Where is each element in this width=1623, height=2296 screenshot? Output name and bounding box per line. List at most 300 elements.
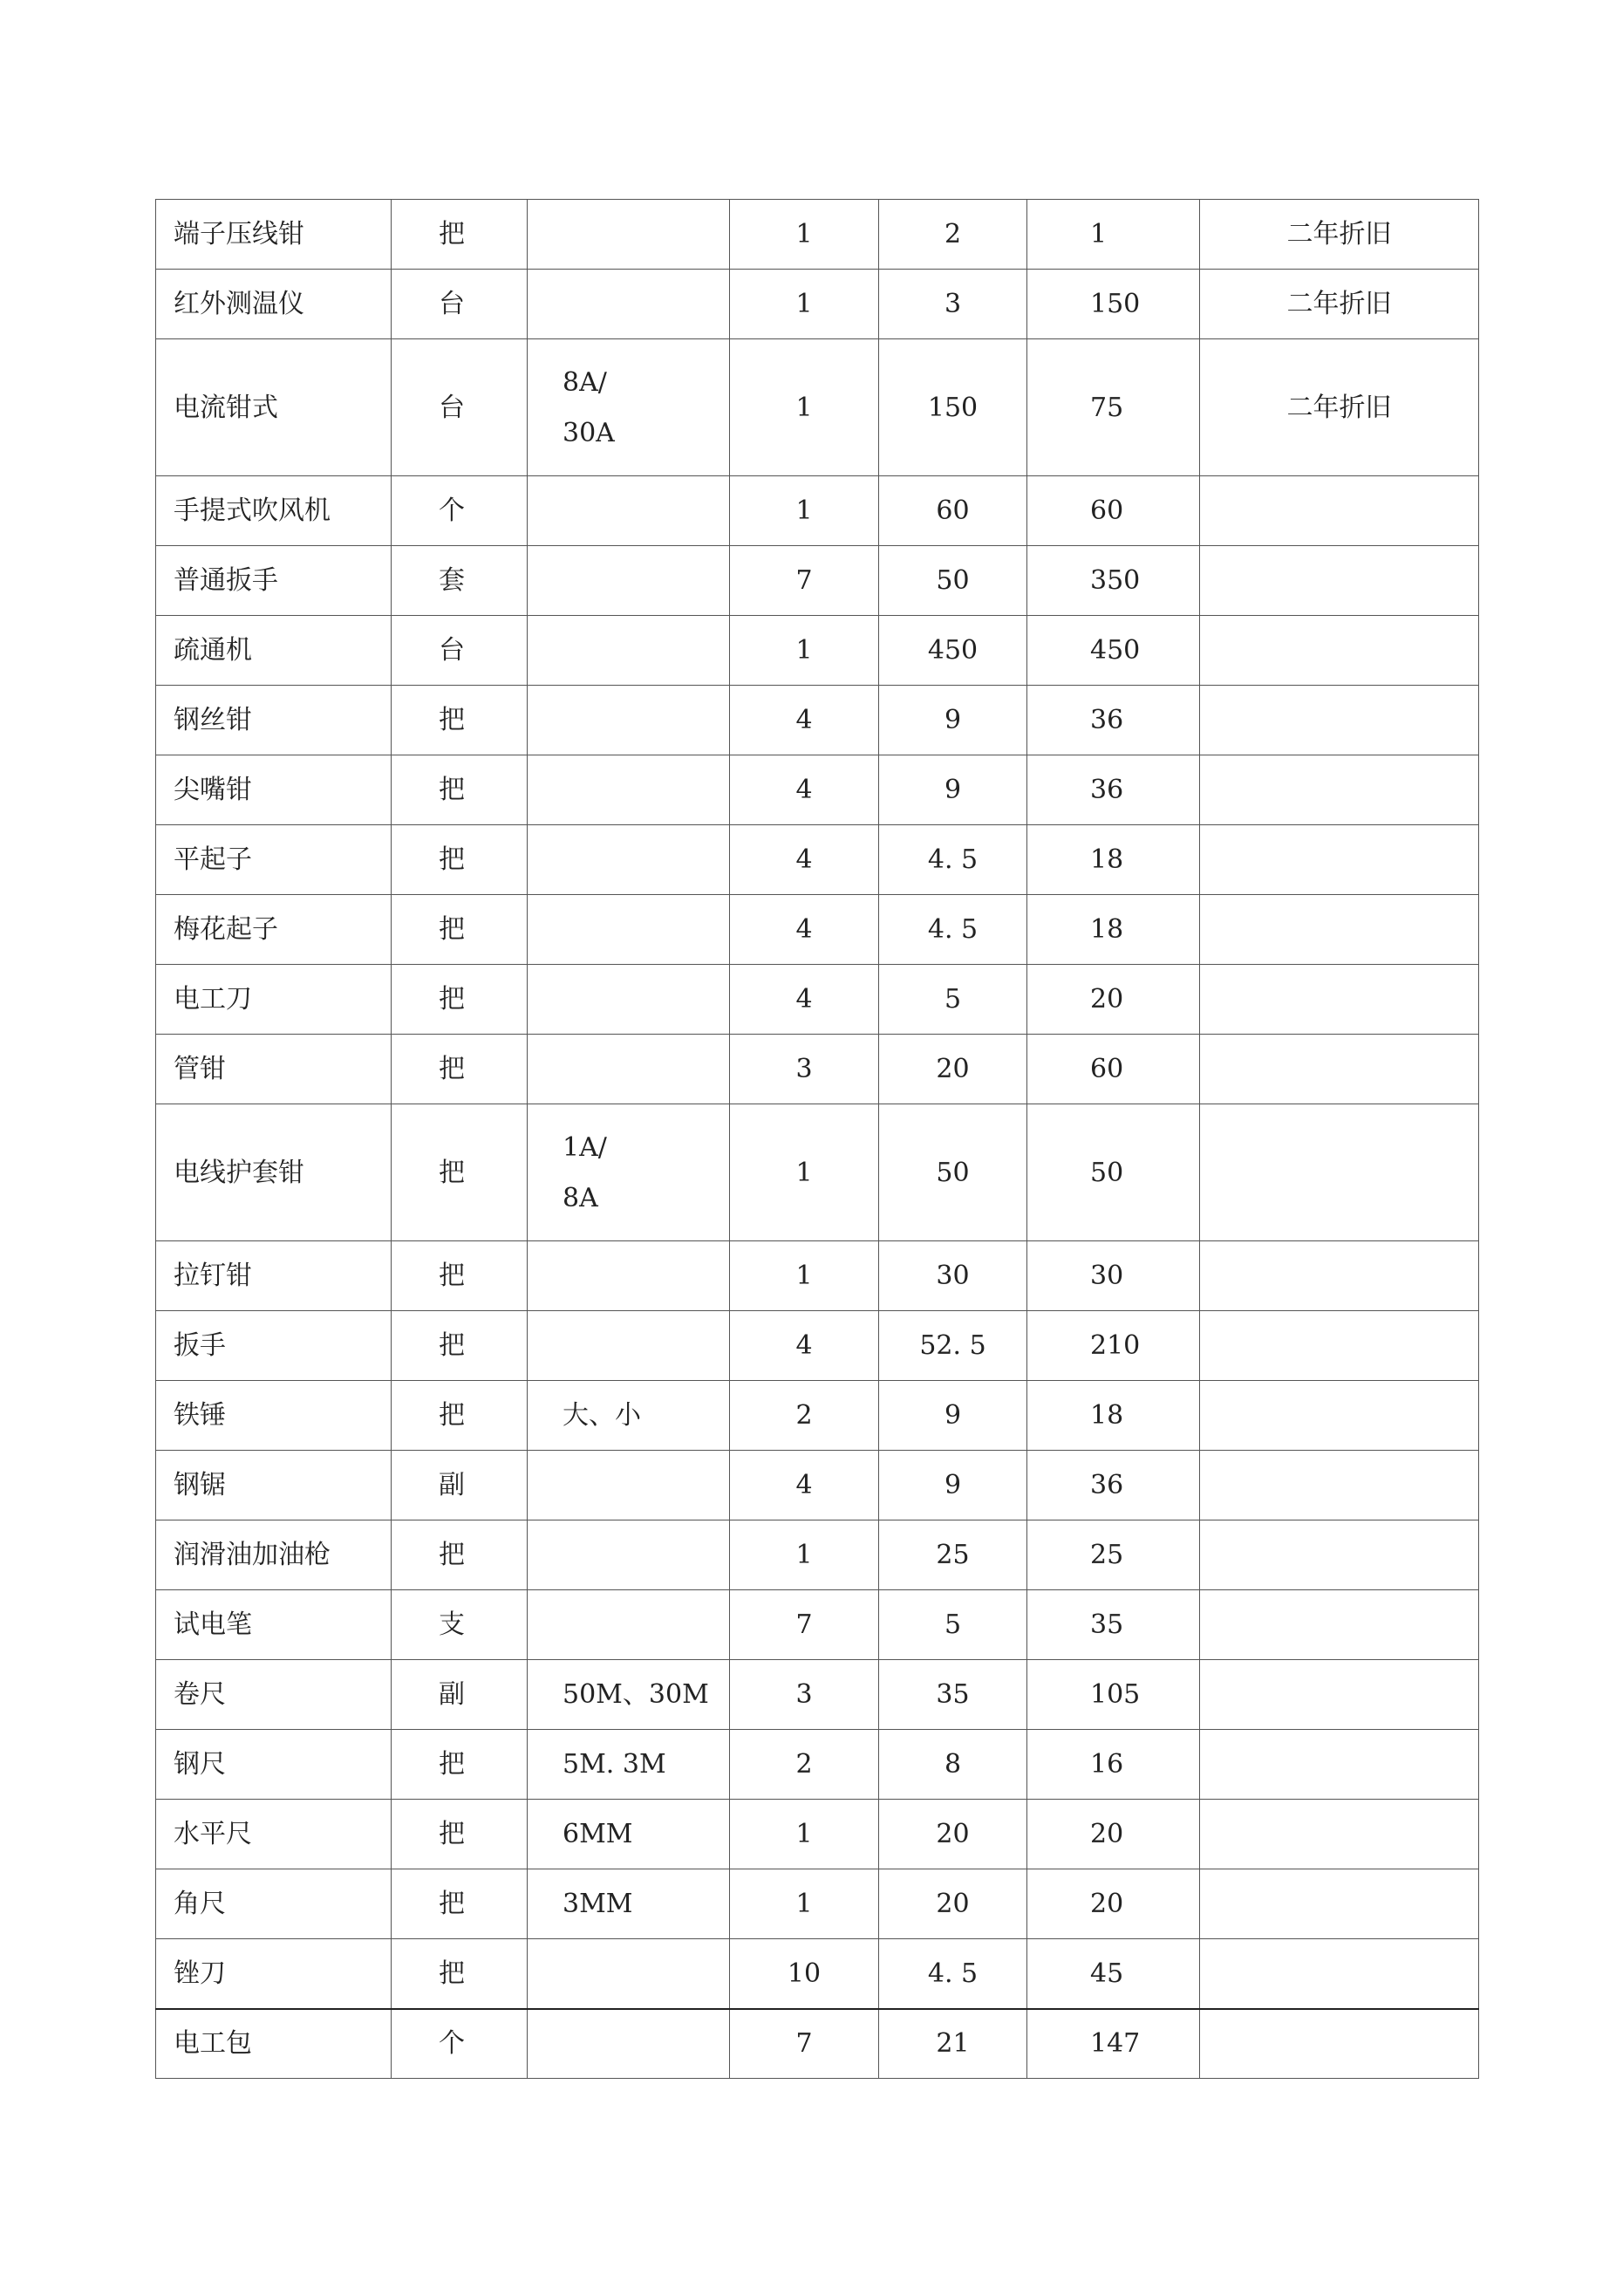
item-quantity: 10 xyxy=(787,1958,822,1989)
item-remark-cell xyxy=(1200,1660,1479,1730)
item-unit-price: 4. 5 xyxy=(927,1958,979,1989)
item-quantity-cell xyxy=(730,546,879,616)
item-quantity: 2 xyxy=(795,1749,813,1780)
item-unit-price: 3 xyxy=(944,289,962,319)
item-spec-line: 30A xyxy=(563,417,615,448)
item-name: 电线护套钳 xyxy=(174,1157,304,1188)
item-quantity: 7 xyxy=(795,565,813,596)
item-name-cell xyxy=(156,1035,392,1104)
item-total: 30 xyxy=(1090,1261,1124,1291)
item-quantity-cell xyxy=(730,1939,879,2009)
item-spec-cell xyxy=(528,200,730,270)
item-unit-price-cell xyxy=(879,546,1027,616)
item-total: 1 xyxy=(1090,219,1108,249)
item-unit-cell xyxy=(392,1939,528,2009)
item-spec-cell xyxy=(528,1590,730,1660)
item-quantity-cell xyxy=(730,270,879,339)
item-name: 锉刀 xyxy=(174,1958,226,1989)
table-row xyxy=(156,825,1479,895)
item-name-cell xyxy=(156,1590,392,1660)
table-row xyxy=(156,1035,1479,1104)
item-unit-price-cell xyxy=(879,1451,1027,1520)
item-total-cell xyxy=(1027,755,1200,825)
item-quantity: 4 xyxy=(795,705,813,735)
item-remark-cell xyxy=(1200,825,1479,895)
item-unit-price: 9 xyxy=(944,1400,962,1431)
item-unit-price: 20 xyxy=(936,1819,970,1849)
item-unit-cell xyxy=(392,1590,528,1660)
item-spec-line: 3MM xyxy=(563,1889,633,1919)
item-quantity-cell xyxy=(730,339,879,476)
table-row xyxy=(156,1241,1479,1311)
item-name-cell xyxy=(156,1381,392,1451)
item-quantity-cell xyxy=(730,1660,879,1730)
table-row xyxy=(156,755,1479,825)
item-quantity: 4 xyxy=(795,914,813,945)
item-total: 105 xyxy=(1090,1679,1141,1710)
item-unit: 个 xyxy=(439,2028,465,2060)
item-unit-price-cell xyxy=(879,1730,1027,1800)
item-unit: 把 xyxy=(439,1261,465,1291)
item-total-cell xyxy=(1027,1311,1200,1381)
item-unit-price-cell xyxy=(879,1381,1027,1451)
item-spec-cell xyxy=(528,616,730,686)
item-unit-price: 450 xyxy=(927,635,979,666)
item-unit-price: 20 xyxy=(936,1889,970,1919)
item-unit-cell xyxy=(392,825,528,895)
item-quantity-cell xyxy=(730,1311,879,1381)
item-remark-cell xyxy=(1200,476,1479,546)
item-unit-cell xyxy=(392,1800,528,1869)
item-remark: 二年折旧 xyxy=(1286,289,1392,319)
item-unit-price-cell xyxy=(879,1590,1027,1660)
item-unit-price-cell xyxy=(879,1520,1027,1590)
table-row xyxy=(156,1660,1479,1730)
item-unit-cell xyxy=(392,1660,528,1730)
item-total: 147 xyxy=(1090,2028,1141,2060)
item-quantity: 1 xyxy=(795,635,813,666)
item-spec-cell xyxy=(528,755,730,825)
item-quantity-cell xyxy=(730,1035,879,1104)
item-total-cell xyxy=(1027,1590,1200,1660)
item-total-cell xyxy=(1027,1730,1200,1800)
item-total-cell xyxy=(1027,686,1200,755)
item-unit-price-cell xyxy=(879,1311,1027,1381)
item-quantity-cell xyxy=(730,1869,879,1939)
table-row xyxy=(156,686,1479,755)
item-spec-cell xyxy=(528,825,730,895)
item-name-cell xyxy=(156,825,392,895)
item-spec-cell xyxy=(528,1520,730,1590)
table-row xyxy=(156,616,1479,686)
item-name-cell xyxy=(156,546,392,616)
item-unit: 副 xyxy=(439,1679,465,1710)
item-total: 60 xyxy=(1090,1054,1124,1084)
item-name-cell xyxy=(156,1241,392,1311)
item-total-cell xyxy=(1027,1939,1200,2009)
item-unit-price-cell xyxy=(879,1104,1027,1241)
item-name-cell xyxy=(156,965,392,1035)
item-unit: 把 xyxy=(439,1054,465,1084)
item-total-cell xyxy=(1027,2009,1200,2079)
item-remark-cell xyxy=(1200,1035,1479,1104)
item-name: 管钳 xyxy=(174,1054,226,1084)
item-name: 尖嘴钳 xyxy=(174,775,252,805)
item-unit: 套 xyxy=(439,565,465,596)
item-unit-cell xyxy=(392,1381,528,1451)
table-row xyxy=(156,1869,1479,1939)
table-row xyxy=(156,270,1479,339)
item-name-cell xyxy=(156,1939,392,2009)
item-unit-cell xyxy=(392,270,528,339)
item-total-cell xyxy=(1027,1869,1200,1939)
item-name-cell xyxy=(156,616,392,686)
item-unit-cell xyxy=(392,1451,528,1520)
item-total-cell xyxy=(1027,1520,1200,1590)
item-total: 18 xyxy=(1090,1400,1124,1431)
item-name-cell xyxy=(156,1869,392,1939)
item-quantity: 1 xyxy=(795,1819,813,1849)
item-spec-cell xyxy=(528,1311,730,1381)
item-name-cell xyxy=(156,339,392,476)
item-total: 45 xyxy=(1090,1958,1124,1989)
item-unit: 把 xyxy=(439,1540,465,1570)
item-spec-cell xyxy=(528,1869,730,1939)
item-quantity: 1 xyxy=(795,1157,813,1188)
item-spec-cell xyxy=(528,339,730,476)
table-row xyxy=(156,895,1479,965)
item-quantity: 1 xyxy=(795,289,813,319)
item-remark-cell xyxy=(1200,1939,1479,2009)
item-unit-price-cell xyxy=(879,1800,1027,1869)
item-unit-price: 50 xyxy=(936,565,970,596)
table-row xyxy=(156,1590,1479,1660)
item-quantity-cell xyxy=(730,616,879,686)
item-unit-price-cell xyxy=(879,965,1027,1035)
item-unit: 把 xyxy=(439,1958,465,1989)
item-unit: 把 xyxy=(439,1157,465,1188)
item-unit-cell xyxy=(392,2009,528,2079)
item-quantity-cell xyxy=(730,476,879,546)
item-name-cell xyxy=(156,755,392,825)
table-row xyxy=(156,476,1479,546)
item-name: 疏通机 xyxy=(174,635,252,666)
item-unit: 支 xyxy=(439,1609,465,1640)
item-quantity-cell xyxy=(730,825,879,895)
item-total-cell xyxy=(1027,1104,1200,1241)
item-remark-cell xyxy=(1200,2009,1479,2079)
item-total-cell xyxy=(1027,825,1200,895)
item-unit-price: 35 xyxy=(936,1679,970,1710)
item-quantity: 1 xyxy=(795,1889,813,1919)
item-total-cell xyxy=(1027,1241,1200,1311)
item-unit-price: 8 xyxy=(944,1749,962,1780)
item-quantity: 1 xyxy=(795,495,813,526)
item-unit: 把 xyxy=(439,775,465,805)
item-unit: 副 xyxy=(439,1470,465,1500)
item-remark-cell xyxy=(1200,616,1479,686)
item-total-cell xyxy=(1027,546,1200,616)
item-quantity-cell xyxy=(730,200,879,270)
item-unit: 把 xyxy=(439,1749,465,1780)
item-spec-line: 大、小 xyxy=(563,1400,641,1431)
table-row xyxy=(156,1311,1479,1381)
item-unit-price-cell xyxy=(879,825,1027,895)
item-quantity-cell xyxy=(730,1451,879,1520)
item-spec-line: 1A/ xyxy=(563,1131,607,1163)
item-total: 36 xyxy=(1090,775,1124,805)
item-unit: 个 xyxy=(439,495,465,526)
item-spec-cell xyxy=(528,2009,730,2079)
item-name-cell xyxy=(156,686,392,755)
item-unit-cell xyxy=(392,1035,528,1104)
item-unit-price: 50 xyxy=(936,1157,970,1188)
item-spec-line: 8A/ xyxy=(563,366,607,398)
item-remark-cell xyxy=(1200,1730,1479,1800)
item-quantity: 4 xyxy=(795,844,813,875)
item-unit-price: 5 xyxy=(944,1609,962,1640)
item-unit-price-cell xyxy=(879,2009,1027,2079)
item-remark-cell xyxy=(1200,965,1479,1035)
item-quantity-cell xyxy=(730,1800,879,1869)
item-total-cell xyxy=(1027,1381,1200,1451)
item-unit-price: 60 xyxy=(936,495,970,526)
table-row xyxy=(156,1520,1479,1590)
item-remark-cell xyxy=(1200,1104,1479,1241)
item-total: 25 xyxy=(1090,1540,1124,1570)
table-row xyxy=(156,965,1479,1035)
item-name: 梅花起子 xyxy=(174,914,278,945)
item-quantity-cell xyxy=(730,755,879,825)
item-name: 电流钳式 xyxy=(174,392,278,423)
item-spec-line: 8A xyxy=(563,1182,598,1213)
item-remark-cell xyxy=(1200,1800,1479,1869)
item-unit-price-cell xyxy=(879,200,1027,270)
item-unit-price: 9 xyxy=(944,705,962,735)
table-row xyxy=(156,1451,1479,1520)
item-unit: 把 xyxy=(439,1889,465,1919)
item-unit-cell xyxy=(392,1311,528,1381)
item-unit-price-cell xyxy=(879,1241,1027,1311)
table-row xyxy=(156,339,1479,476)
item-total: 60 xyxy=(1090,495,1124,526)
tools-inventory-table xyxy=(155,199,1479,2079)
item-unit-cell xyxy=(392,546,528,616)
item-name: 平起子 xyxy=(174,844,252,875)
item-unit-price-cell xyxy=(879,476,1027,546)
item-unit-price: 5 xyxy=(944,984,962,1015)
item-spec-cell xyxy=(528,1035,730,1104)
item-total-cell xyxy=(1027,476,1200,546)
item-remark-cell xyxy=(1200,1381,1479,1451)
table-row xyxy=(156,1939,1479,2009)
item-total: 35 xyxy=(1090,1609,1124,1640)
item-unit-cell xyxy=(392,339,528,476)
item-remark-cell xyxy=(1200,1311,1479,1381)
item-name-cell xyxy=(156,1520,392,1590)
item-unit-price: 52. 5 xyxy=(919,1330,986,1361)
item-total: 450 xyxy=(1090,635,1141,666)
item-unit: 把 xyxy=(439,984,465,1015)
item-name: 端子压线钳 xyxy=(174,219,304,249)
item-name: 红外测温仪 xyxy=(174,289,304,319)
item-total: 18 xyxy=(1090,844,1124,875)
item-spec-cell xyxy=(528,476,730,546)
item-quantity-cell xyxy=(730,1104,879,1241)
item-total: 75 xyxy=(1090,392,1124,423)
item-unit-price: 2 xyxy=(944,219,962,249)
item-total: 36 xyxy=(1090,1470,1124,1500)
item-quantity: 1 xyxy=(795,1261,813,1291)
item-quantity: 3 xyxy=(795,1679,813,1710)
item-unit-cell xyxy=(392,686,528,755)
item-unit-price: 20 xyxy=(936,1054,970,1084)
item-unit-price-cell xyxy=(879,616,1027,686)
item-unit-price: 21 xyxy=(936,2028,970,2060)
item-unit-cell xyxy=(392,1241,528,1311)
item-unit: 台 xyxy=(439,635,465,666)
item-unit-price: 4. 5 xyxy=(927,914,979,945)
item-unit-price: 150 xyxy=(927,392,979,423)
item-name-cell xyxy=(156,1660,392,1730)
item-unit-price: 9 xyxy=(944,775,962,805)
item-quantity: 4 xyxy=(795,1330,813,1361)
item-remark-cell xyxy=(1200,686,1479,755)
item-unit-cell xyxy=(392,895,528,965)
item-remark-cell xyxy=(1200,1241,1479,1311)
item-quantity: 7 xyxy=(795,2028,813,2060)
item-total: 150 xyxy=(1090,289,1141,319)
item-unit: 把 xyxy=(439,219,465,249)
item-name-cell xyxy=(156,895,392,965)
item-remark-cell xyxy=(1200,546,1479,616)
item-unit-price-cell xyxy=(879,1939,1027,2009)
item-spec-cell xyxy=(528,1381,730,1451)
item-spec-cell xyxy=(528,686,730,755)
item-unit-price-cell xyxy=(879,686,1027,755)
item-name-cell xyxy=(156,2009,392,2079)
item-unit: 把 xyxy=(439,705,465,735)
item-total-cell xyxy=(1027,1451,1200,1520)
item-total: 36 xyxy=(1090,705,1124,735)
item-name: 钢丝钳 xyxy=(174,705,252,735)
item-remark: 二年折旧 xyxy=(1286,219,1392,249)
table-row xyxy=(156,2009,1479,2079)
item-quantity: 2 xyxy=(795,1400,813,1431)
item-total-cell xyxy=(1027,895,1200,965)
item-quantity-cell xyxy=(730,1730,879,1800)
item-unit-cell xyxy=(392,616,528,686)
item-name: 铁锤 xyxy=(174,1400,226,1431)
item-quantity: 4 xyxy=(795,1470,813,1500)
item-total: 210 xyxy=(1090,1330,1141,1361)
item-quantity-cell xyxy=(730,686,879,755)
item-name: 电工刀 xyxy=(174,984,252,1015)
item-quantity: 3 xyxy=(795,1054,813,1084)
item-unit-price-cell xyxy=(879,1869,1027,1939)
item-unit: 台 xyxy=(439,289,465,319)
item-total: 20 xyxy=(1090,1889,1124,1919)
item-unit-price-cell xyxy=(879,1660,1027,1730)
item-spec-line: 5M. 3M xyxy=(563,1749,666,1780)
item-spec-cell xyxy=(528,1939,730,2009)
item-total: 20 xyxy=(1090,1819,1124,1849)
item-name: 润滑油加油枪 xyxy=(174,1540,331,1570)
item-name: 电工包 xyxy=(174,2028,252,2060)
item-unit: 台 xyxy=(439,392,465,423)
item-name: 卷尺 xyxy=(174,1679,226,1710)
item-spec-cell xyxy=(528,1730,730,1800)
item-remark-cell xyxy=(1200,1451,1479,1520)
item-total: 16 xyxy=(1090,1749,1124,1780)
table-row xyxy=(156,1381,1479,1451)
item-quantity: 1 xyxy=(795,392,813,423)
item-name: 水平尺 xyxy=(174,1819,252,1849)
item-name-cell xyxy=(156,1730,392,1800)
item-spec-line: 6MM xyxy=(563,1819,633,1849)
item-name: 普通扳手 xyxy=(174,565,278,596)
item-name-cell xyxy=(156,200,392,270)
item-name: 拉钉钳 xyxy=(174,1261,252,1291)
item-unit: 把 xyxy=(439,1819,465,1849)
item-total-cell xyxy=(1027,1800,1200,1869)
item-spec-cell xyxy=(528,895,730,965)
item-total-cell xyxy=(1027,270,1200,339)
item-unit-price: 4. 5 xyxy=(927,844,979,875)
item-unit-cell xyxy=(392,1730,528,1800)
item-quantity-cell xyxy=(730,2009,879,2079)
item-name-cell xyxy=(156,270,392,339)
item-total-cell xyxy=(1027,339,1200,476)
item-total-cell xyxy=(1027,200,1200,270)
table-body xyxy=(156,200,1479,2079)
item-total-cell xyxy=(1027,965,1200,1035)
item-unit-price: 9 xyxy=(944,1470,962,1500)
item-name: 钢尺 xyxy=(174,1749,226,1780)
item-unit: 把 xyxy=(439,914,465,945)
item-spec-cell xyxy=(528,1800,730,1869)
item-unit-price-cell xyxy=(879,339,1027,476)
item-total: 50 xyxy=(1090,1157,1124,1188)
item-remark-cell xyxy=(1200,200,1479,270)
item-name-cell xyxy=(156,1451,392,1520)
item-quantity-cell xyxy=(730,965,879,1035)
item-quantity: 4 xyxy=(795,984,813,1015)
item-quantity-cell xyxy=(730,1381,879,1451)
item-quantity: 4 xyxy=(795,775,813,805)
item-spec-cell xyxy=(528,1104,730,1241)
item-remark-cell xyxy=(1200,270,1479,339)
item-unit-cell xyxy=(392,755,528,825)
item-unit-cell xyxy=(392,965,528,1035)
item-unit-price-cell xyxy=(879,755,1027,825)
item-unit-cell xyxy=(392,200,528,270)
item-unit-price-cell xyxy=(879,1035,1027,1104)
item-unit-price: 30 xyxy=(936,1261,970,1291)
item-remark-cell xyxy=(1200,1869,1479,1939)
item-name: 试电笔 xyxy=(174,1609,252,1640)
item-remark: 二年折旧 xyxy=(1286,392,1392,423)
item-quantity: 7 xyxy=(795,1609,813,1640)
item-unit: 把 xyxy=(439,1330,465,1361)
item-spec-cell xyxy=(528,1660,730,1730)
table-row xyxy=(156,1730,1479,1800)
item-total: 18 xyxy=(1090,914,1124,945)
item-total-cell xyxy=(1027,1660,1200,1730)
table-row xyxy=(156,200,1479,270)
item-total: 350 xyxy=(1090,565,1141,596)
item-quantity: 1 xyxy=(795,1540,813,1570)
